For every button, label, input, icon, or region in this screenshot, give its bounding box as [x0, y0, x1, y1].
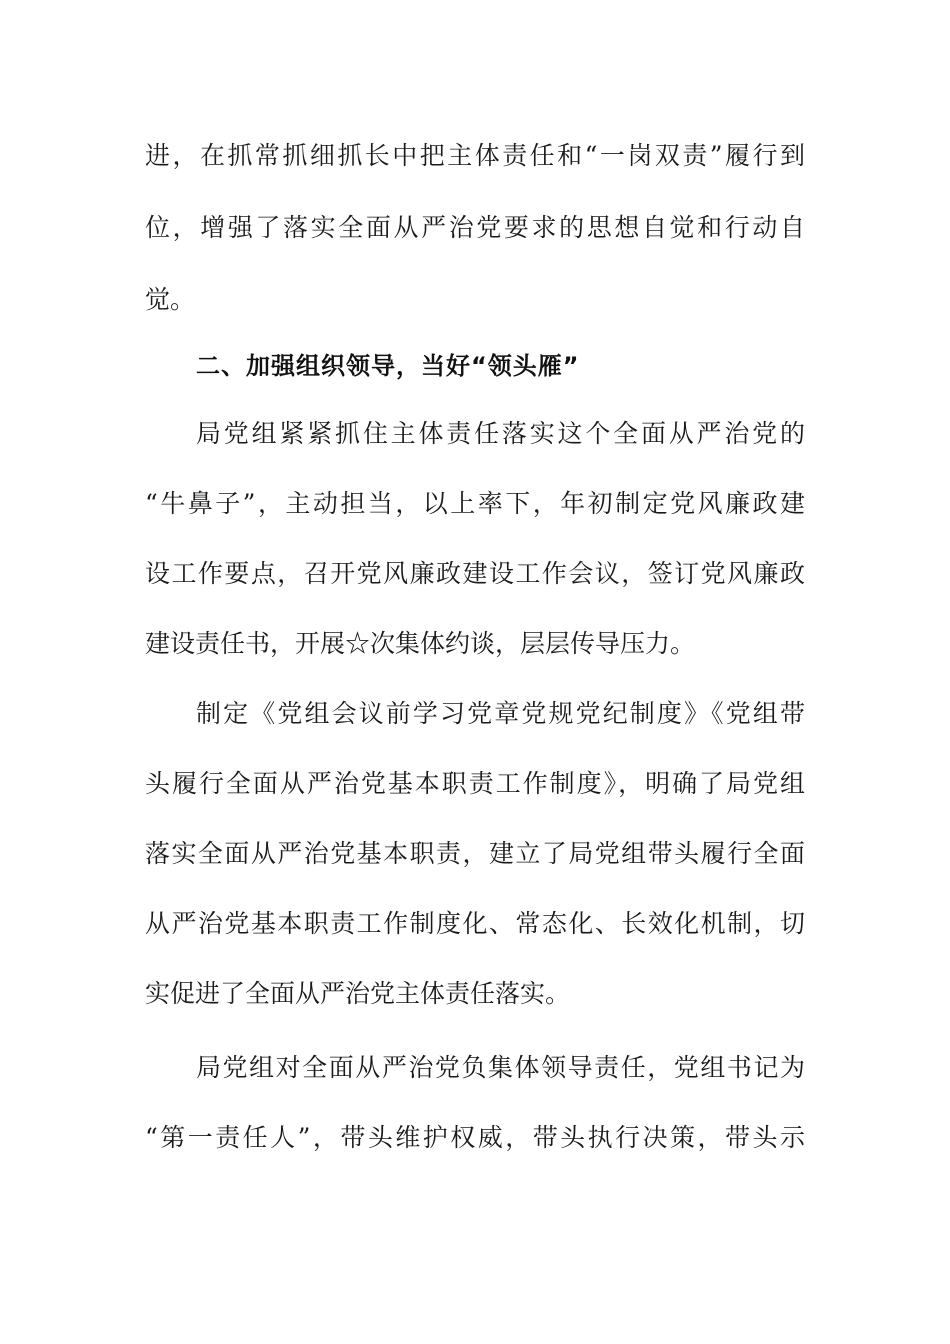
- paragraph-line: 制定《党组会议前学习党章党规党纪制度》《党组带: [196, 699, 805, 728]
- paragraph-line: “牛鼻子”，主动担当，以上率下，年初制定党风廉政建: [145, 489, 805, 518]
- paragraph-line: 从严治党基本职责工作制度化、常态化、长效化机制，切: [145, 909, 805, 938]
- paragraph-line: 局党组紧紧抓住主体责任落实这个全面从严治党的: [196, 419, 805, 448]
- paragraph-line: 落实全面从严治党基本职责，建立了局党组带头履行全面: [145, 839, 805, 868]
- paragraph-line: 位，增强了落实全面从严治党要求的思想自觉和行动自: [145, 213, 805, 242]
- paragraph-line: 设工作要点，召开党风廉政建设工作会议，签订党风廉政: [145, 559, 805, 588]
- paragraph-line: 局党组对全面从严治党负集体领导责任，党组书记为: [196, 1053, 805, 1082]
- paragraph-line: 头履行全面从严治党基本职责工作制度》，明确了局党组: [145, 769, 805, 798]
- paragraph-line: 觉。: [145, 285, 196, 314]
- section-heading: 二、加强组织领导，当好“领头雁”: [196, 352, 580, 380]
- paragraph-line: “第一责任人”，带头维护权威，带头执行决策，带头示: [145, 1123, 805, 1152]
- paragraph-line: 进，在抓常抓细抓长中把主体责任和“一岗双责”履行到: [145, 141, 805, 170]
- paragraph-line: 实促进了全面从严治党主体责任落实。: [145, 979, 571, 1008]
- paragraph-line: 建设责任书，开展☆次集体约谈，层层传导压力。: [145, 629, 696, 658]
